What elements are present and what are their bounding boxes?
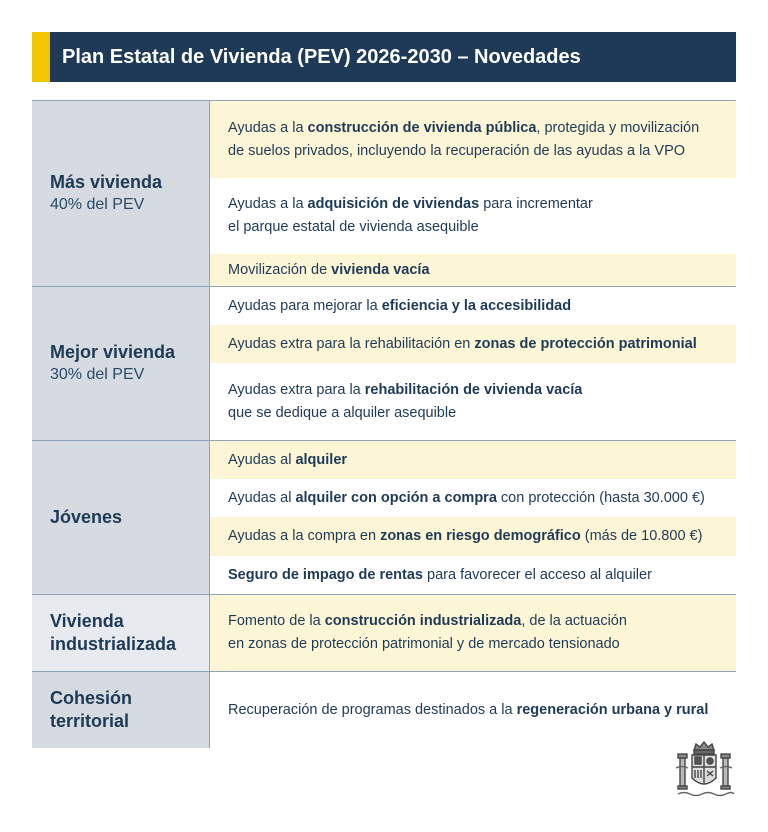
measure-line: [228, 525, 736, 548]
measure-text: Ayudas a la: [228, 119, 308, 136]
measure-line: [228, 193, 736, 216]
measure-text-bold: alquiler con opción a compra: [295, 489, 497, 506]
measure-text-bold: Seguro de impago de rentas: [228, 566, 423, 583]
coat-of-arms-icon: [672, 738, 736, 800]
measure-item: [210, 595, 736, 671]
measure-line: [228, 379, 736, 402]
group-mejor-vivienda: [32, 287, 736, 441]
measure-item: [210, 178, 736, 254]
group-share: 40% del PEV: [50, 196, 145, 213]
measure-text: de suelos privados, incluyendo la recuperación de las ayudas a la VPO: [228, 142, 686, 159]
measure-item: [210, 672, 736, 748]
measure-line: [228, 633, 736, 656]
measure-line: [228, 140, 736, 163]
group-label: [32, 441, 210, 594]
measure-text: Ayudas a la: [228, 196, 308, 212]
measure-line: [228, 295, 736, 318]
measure-line: [228, 487, 736, 510]
measure-item: [210, 101, 736, 178]
measure-text: para incrementar: [479, 196, 593, 212]
group-label: [32, 595, 210, 671]
measure-text-bold: alquiler: [295, 451, 348, 468]
measure-text: Recuperación de programas destinados a la: [228, 701, 517, 718]
measure-item: [210, 517, 736, 556]
measure-item: [210, 325, 736, 363]
group-name: Vivienda industrializada: [50, 611, 177, 654]
measure-line: [228, 216, 736, 239]
group-items: [210, 287, 736, 440]
group-label: [32, 101, 210, 286]
measure-item: [210, 556, 736, 594]
measure-text-bold: zonas en riesgo demográfico: [380, 528, 581, 544]
measure-text: el parque estatal de vivienda asequible: [228, 219, 479, 235]
measure-text: para favorecer el acceso al alquiler: [423, 566, 652, 583]
measure-item: [210, 254, 736, 286]
group-items: [210, 101, 736, 286]
measure-line: [228, 117, 736, 140]
measure-text-bold: regeneración urbana y rural: [516, 701, 709, 718]
title-accent-bar: [32, 32, 50, 82]
measure-text: Fomento de la: [228, 613, 325, 629]
measure-text-bold: adquisición de viviendas: [307, 196, 480, 212]
measure-text-bold: eficiencia y la accesibilidad: [381, 297, 572, 314]
group-name: Cohesión territorial: [50, 688, 133, 731]
measure-text: Ayudas extra para la rehabilitación en: [228, 335, 475, 352]
group-label: [32, 672, 210, 748]
group-label: [32, 287, 210, 440]
measure-item: [210, 441, 736, 479]
group-items: [210, 595, 736, 671]
measure-item: [210, 287, 736, 325]
title-banner: [32, 32, 736, 82]
measure-line: [228, 564, 736, 587]
group-name: Jóvenes: [50, 507, 123, 527]
measure-text: que se dedique a alquiler asequible: [228, 404, 457, 421]
measures-table: [32, 100, 736, 748]
group-share: 30% del PEV: [50, 366, 145, 383]
measure-text: Ayudas para mejorar la: [228, 297, 382, 314]
measure-text: con protección (hasta 30.000 €): [496, 489, 705, 506]
group-items: [210, 441, 736, 594]
measure-line: [228, 402, 736, 425]
group-name: Más vivienda: [50, 172, 163, 192]
measure-line: [228, 333, 736, 356]
group-mas-vivienda: [32, 101, 736, 287]
measure-text-bold: construcción de vivienda pública: [307, 119, 537, 136]
page-title: Plan Estatal de Vivienda (PEV) 2026-2030 – Novedades: [62, 46, 581, 68]
measure-line: [228, 699, 736, 722]
measure-text: Movilización de: [228, 261, 332, 278]
measure-item: [210, 363, 736, 440]
measure-text: Ayudas al: [228, 451, 296, 468]
group-jovenes: [32, 441, 736, 595]
measure-text: en zonas de protección patrimonial y de mercado tensionado: [228, 636, 620, 652]
measure-text-bold: construcción industrializada: [324, 613, 522, 629]
measure-text: , de la actuación: [521, 613, 627, 629]
group-items: [210, 672, 736, 748]
measure-text: Ayudas extra para la: [228, 381, 365, 398]
measure-text-bold: rehabilitación de vivienda vacía: [364, 381, 583, 398]
group-cohesion-territorial: [32, 672, 736, 748]
measure-text-bold: vivienda vacía: [331, 261, 430, 278]
measure-item: [210, 479, 736, 517]
measure-text: Ayudas al: [228, 489, 296, 506]
measure-line: [228, 449, 736, 472]
measure-text: (más de 10.800 €): [580, 528, 703, 544]
measure-text-bold: zonas de protección patrimonial: [474, 335, 697, 352]
measure-text: , protegida y movilización: [536, 119, 700, 136]
group-vivienda-industrializada: [32, 595, 736, 672]
measure-line: [228, 259, 736, 282]
measure-line: [228, 610, 736, 633]
group-name: Mejor vivienda: [50, 342, 176, 362]
measure-text: Ayudas a la compra en: [228, 528, 381, 544]
